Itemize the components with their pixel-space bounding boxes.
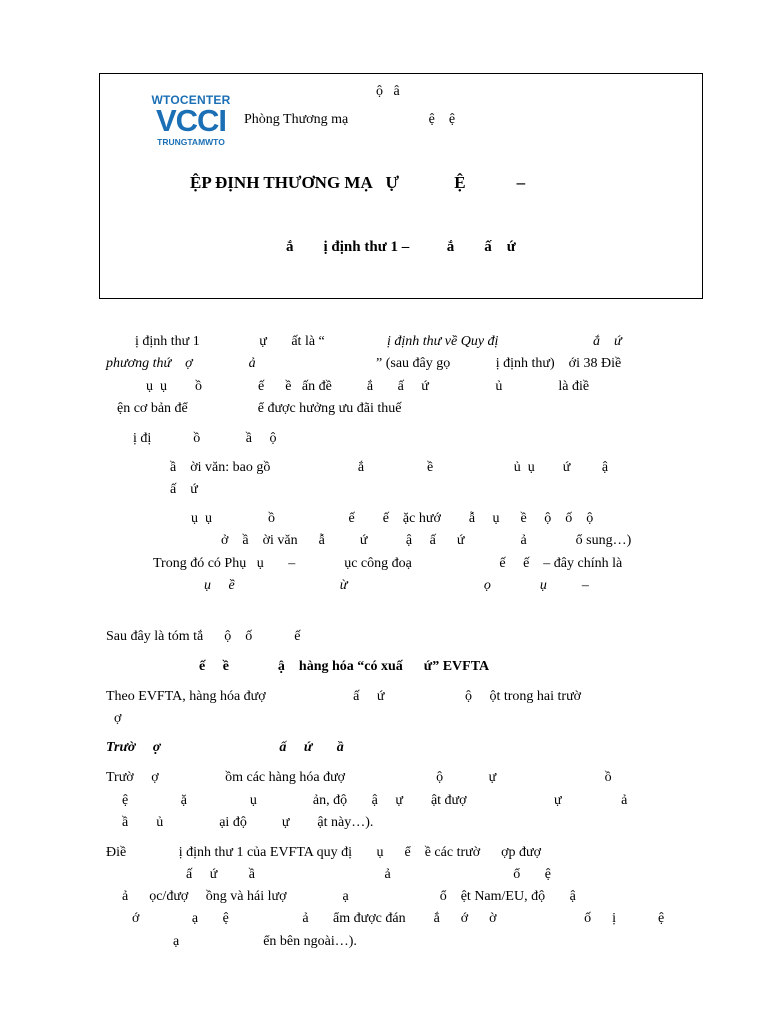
p4-line2: ệ ặ ụ ản, độ ậ ự ật đượ ự ả [122, 793, 628, 808]
p5-line1: Điề ị định thư 1 của EVFTA quy đị ụ ể ề các trườ ợp đượ [106, 845, 542, 860]
doc-subtitle: ắ ị định thư 1 – ắ ấ ứ [286, 239, 516, 255]
org-line-1: ộ â [376, 84, 400, 99]
bullet1-line2: ấ ứ [170, 482, 198, 497]
vcci-logo [146, 93, 236, 149]
bullet2-line3: Trong đó có Phụ ụ – ục công đoạ ế ế – đây chính là [153, 556, 623, 571]
org-line-2: Phòng Thương mạ ệ ệ [244, 112, 456, 127]
p5-line5: ạ ển bên ngoài…). [173, 934, 357, 949]
bullet2-line4: ụ ề ừ ọ ụ – [204, 578, 589, 593]
bullet2-line2: ở ầ ời văn ẫ ứ ậ ấ ứ ả ổ sung…) [221, 533, 632, 548]
logo-main-text: VCCI [155, 103, 227, 138]
p1-line1-a: ị định thư 1 ự ất là “ [135, 334, 350, 349]
p5-line2: ấ ứ ầ ả ổ ệ [186, 867, 551, 882]
p1-line2-a: phương thứ ợ ả [106, 356, 316, 371]
p3-line2: ợ [114, 711, 122, 726]
section-heading-1: ế ề ậ hàng hóa “có xuấ ứ” EVFTA [199, 659, 490, 674]
p1-line1-b: ị định thư về Quy đị ắ ứ [387, 334, 622, 349]
case-1-heading: Trườ ợ ấ ứ ầ [106, 740, 344, 755]
p5-line4: ớ ạ ệ ả ẩm được đán ắ ớ ờ ố ị ệ [132, 911, 665, 926]
doc-title: ỆP ĐỊNH THƯƠNG MẠ Ự Ệ – [190, 173, 526, 192]
p1-line4: ện cơ bản để ể được hưởng ưu đãi thuế [117, 401, 402, 416]
p1-line3: ụ ụ ồ ế ề ấn đề ắ ấ ứ ủ là điề [146, 379, 590, 394]
logo-top-text: WTOCENTER [151, 93, 231, 107]
bullet1-line1: ầ ời văn: bao gồ ắ ề ủ ụ ứ ậ [170, 460, 609, 475]
p5-line3: ả ọc/đượ ồng và hái lượ ạ ổ ệt Nam/EU, độ ậ [122, 889, 576, 904]
summary-line: Sau đây là tóm tắ ộ ố ế [106, 629, 301, 644]
p1-line2-b: ” (sau đây gọ ị định thư) ới 38 Điề [376, 356, 622, 371]
logo-bottom-text: TRUNGTAMWTO [157, 137, 225, 147]
p3-line1: Theo EVFTA, hàng hóa đượ ấ ứ ộ ột trong hai trườ [106, 689, 582, 704]
p4-line3: ầ ủ ại độ ự ật này…). [122, 815, 374, 830]
p4-line1: Trườ ợ ồm các hàng hóa đượ ộ ự ồ [106, 770, 612, 785]
p2-line: ị đị ồ ầ ộ [133, 431, 277, 446]
bullet2-line1: ụ ụ ồ ế ế ặc hướ ẫ ụ ề ộ ố ộ [191, 511, 594, 526]
